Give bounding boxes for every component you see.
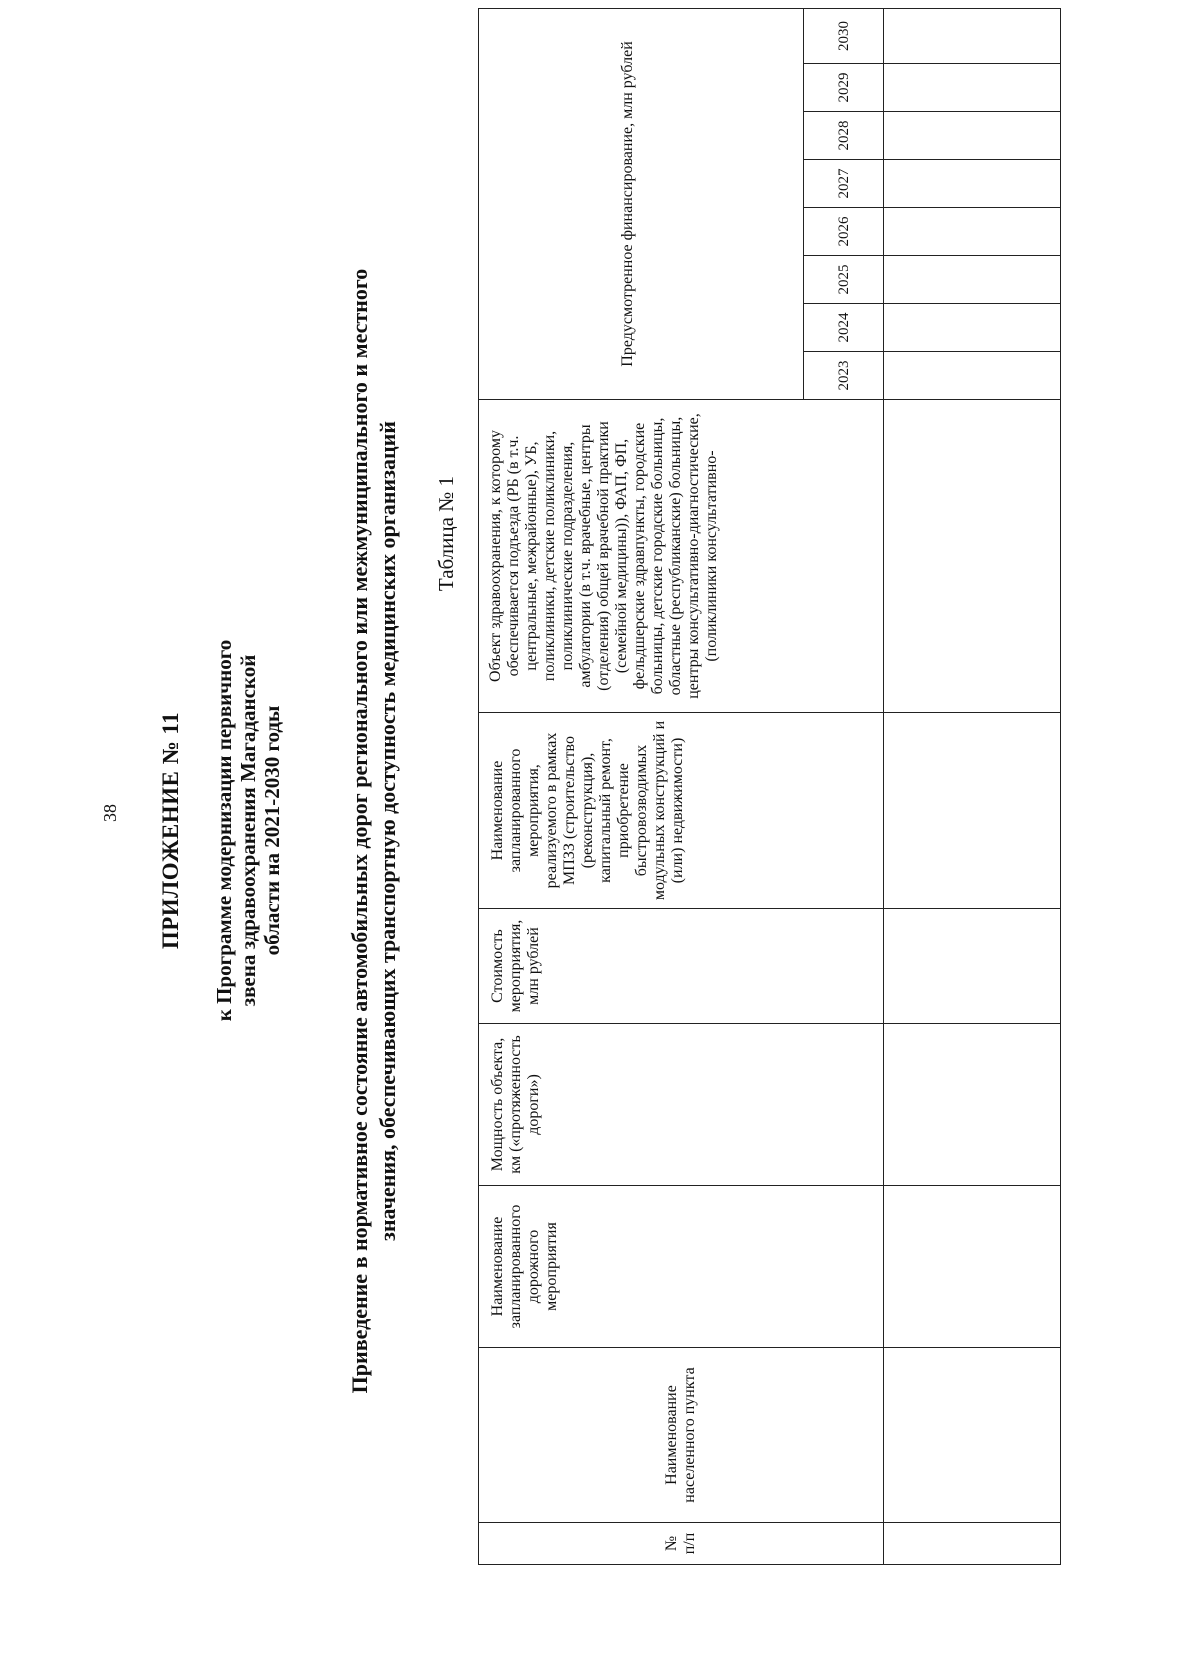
cell-empty xyxy=(884,304,1061,352)
appendix-title: ПРИЛОЖЕНИЕ № 11 xyxy=(158,711,183,950)
main-heading-line-1: Приведение в нормативное состояние автомобильных дорог регионального или межмуниципального и местного xyxy=(347,268,372,1394)
cell-empty xyxy=(884,1523,1061,1565)
year-2028: 2028 xyxy=(804,112,884,160)
col-header-capacity: Мощность объекта, км («протяженность дороги») xyxy=(479,1024,884,1186)
col-header-mpz-event: Наименование запланированного мероприятия, реализуемого в рамках МПЗЗ (строительство (реконструкция), капитальный ремонт, приобретение быстровозводимых модульных конструкций и (или) недвижимости) xyxy=(479,713,884,909)
cell-empty xyxy=(884,909,1061,1024)
year-2027: 2027 xyxy=(804,160,884,208)
subtitle-line-2: звена здравоохранения Магаданской xyxy=(236,654,260,1007)
main-heading xyxy=(346,161,402,1501)
cell-empty xyxy=(884,112,1061,160)
cell-empty xyxy=(884,713,1061,909)
year-2025: 2025 xyxy=(804,256,884,304)
page-number: 38 xyxy=(100,804,120,822)
cell-empty xyxy=(884,8,1061,63)
year-2029: 2029 xyxy=(804,64,884,112)
col-header-cost: Стоимость мероприятия, млн рублей xyxy=(479,909,884,1024)
table-caption: Таблица № 1 xyxy=(434,476,458,592)
year-2024: 2024 xyxy=(804,304,884,352)
appendix-subtitle xyxy=(212,0,284,1661)
cell-empty xyxy=(884,256,1061,304)
road-table xyxy=(478,8,1061,1565)
year-2023: 2023 xyxy=(804,352,884,400)
cell-empty xyxy=(884,208,1061,256)
subtitle-line-1: к Программе модернизации первичного xyxy=(212,639,236,1022)
table-row-empty xyxy=(884,8,1061,1564)
col-header-road-event: Наименование запланированного дорожного мероприятия xyxy=(479,1186,884,1348)
cell-empty xyxy=(884,1348,1061,1523)
subtitle-line-3: области на 2021-2030 годы xyxy=(260,705,284,956)
cell-empty xyxy=(884,160,1061,208)
col-header-finance: Предусмотренное финансирование, млн рублей xyxy=(479,8,804,399)
year-2030: 2030 xyxy=(804,8,884,63)
cell-empty xyxy=(884,64,1061,112)
col-header-settlement: Наименование населенного пункта xyxy=(479,1348,884,1523)
col-header-num: № п/п xyxy=(479,1523,884,1565)
main-heading-line-2: значения, обеспечивающих транспортную доступность медицинских организаций xyxy=(375,421,400,1241)
col-header-health-object: Объект здравоохранения, к которому обеспечивается подъезда (РБ (в т.ч. центральные, межрайонные), УБ, поликлиники, детские поликлиники, поликлинические подразделения, амбулатории (в т.ч. врачебные, центры (отделения) общей врачебной практики (семейной медицины)), ФАП, ФП, фельдшерские здравпункты, городские больницы, детские городские больницы, областные (республиканские) больницы, центры консультативно-диагностические, (поликлиники консультативно- xyxy=(479,400,884,713)
cell-empty xyxy=(884,1024,1061,1186)
cell-empty xyxy=(884,400,1061,713)
cell-empty xyxy=(884,352,1061,400)
cell-empty xyxy=(884,1186,1061,1348)
year-2026: 2026 xyxy=(804,208,884,256)
